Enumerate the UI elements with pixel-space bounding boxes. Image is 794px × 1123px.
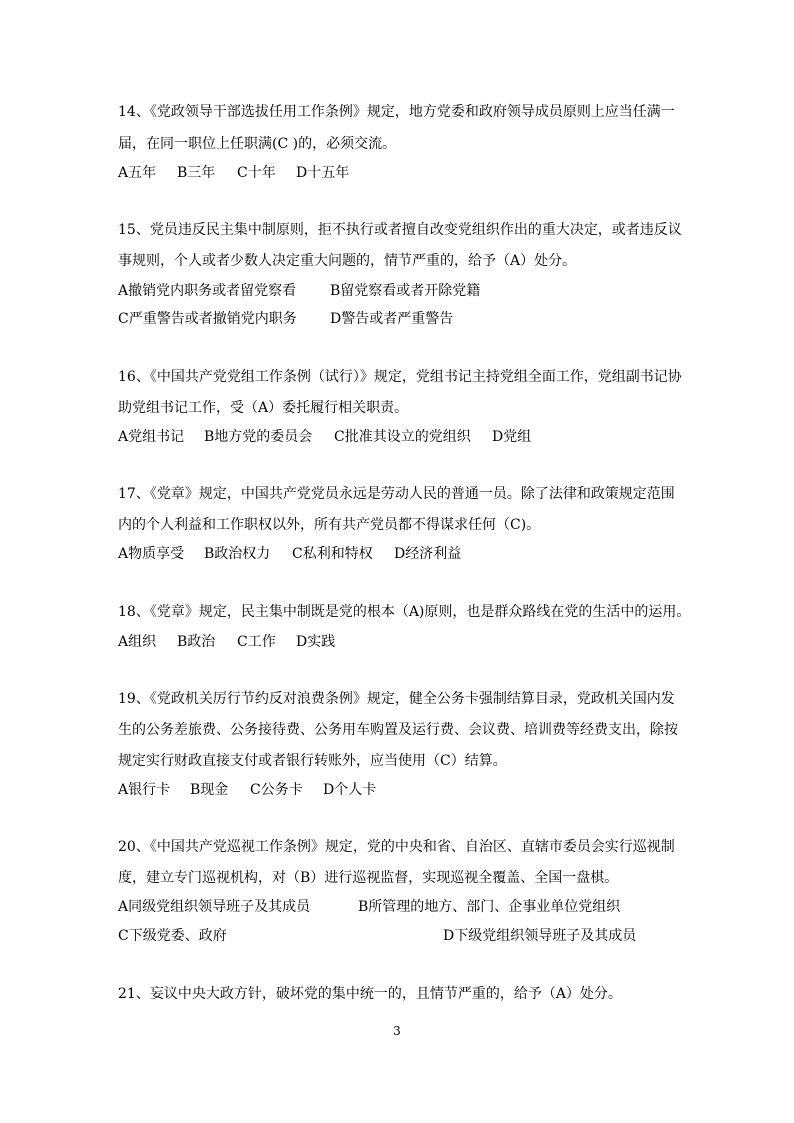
option-d: D经济利益 bbox=[394, 546, 462, 562]
question-19-line-2: 生的公务差旅费、公务接待费、公务用车购置及运行费、会议费、培训费等经费支出，除按 bbox=[118, 722, 678, 738]
question-20-line-1: 20、《中国共产党巡视工作条例》规定，党的中央和省、自治区、直辖市委员会实行巡视制 bbox=[118, 839, 675, 855]
question-20-line-2: 度，建立专门巡视机构，对（B）进行巡视监督，实现巡视全覆盖、全国一盘棋。 bbox=[118, 870, 619, 886]
question-21-line-1: 21、妄议中央大政方针，破坏党的集中统一的，且情节严重的，给予（A）处分。 bbox=[118, 986, 622, 1002]
option-a: A撤销党内职务或者留党察看 bbox=[118, 283, 297, 299]
option-c: C十年 bbox=[237, 165, 276, 181]
option-c: C下级党委、政府 bbox=[118, 928, 227, 944]
option-b: B政治权力 bbox=[204, 546, 271, 562]
question-14-line-1: 14、《党政领导干部选拔任用工作条例》规定，地方党委和政府领导成员原则上应当任满一 bbox=[118, 104, 675, 120]
option-d: D下级党组织领导班子及其成员 bbox=[443, 928, 637, 944]
option-a: A组织 bbox=[118, 634, 157, 650]
option-a: A同级党组织领导班子及其成员 bbox=[118, 899, 311, 915]
option-c: C私利和特权 bbox=[292, 546, 373, 562]
option-b: B现金 bbox=[190, 782, 229, 798]
option-d: D警告或者严重警告 bbox=[330, 311, 454, 327]
option-a: A党组书记 bbox=[118, 429, 185, 445]
question-14-line-2: 届，在同一职位上任职满(C )的，必须交流。 bbox=[118, 136, 397, 152]
option-d: D实践 bbox=[296, 634, 336, 650]
option-b: B留党察看或者开除党籍 bbox=[330, 283, 481, 299]
option-a: A银行卡 bbox=[118, 782, 171, 798]
question-17-line-2: 内的个人利益和工作职权以外，所有共产党员都不得谋求任何（C)。 bbox=[118, 517, 541, 533]
page-number: 3 bbox=[393, 1024, 401, 1038]
option-d: D个人卡 bbox=[323, 782, 377, 798]
option-a: A物质享受 bbox=[118, 546, 185, 562]
option-b: B三年 bbox=[177, 165, 216, 181]
question-19-line-3: 规定实行财政直接支付或者银行转账外，应当使用（C）结算。 bbox=[118, 753, 507, 769]
question-15-line-2: 事规则，个人或者少数人决定重大问题的，情节严重的，给予（A）处分。 bbox=[118, 253, 577, 269]
option-a: A五年 bbox=[118, 165, 157, 181]
question-17-line-1: 17、《党章》规定，中国共产党党员永远是劳动人民的普通一员。除了法律和政策规定范围 bbox=[118, 486, 675, 502]
question-19-line-1: 19、《党政机关厉行节约反对浪费条例》规定，健全公务卡强制结算目录，党政机关国内发 bbox=[118, 691, 675, 707]
question-15-line-1: 15、党员违反民主集中制原则，拒不执行或者擅自改变党组织作出的重大决定，或者违反议 bbox=[118, 222, 682, 238]
option-c: C严重警告或者撤销党内职务 bbox=[118, 311, 297, 327]
option-d: D十五年 bbox=[296, 165, 350, 181]
option-c: C批准其设立的党组织 bbox=[334, 429, 471, 445]
question-16-line-1: 16、《中国共产党党组工作条例（试行）》规定，党组书记主持党组全面工作，党组副书记协 bbox=[118, 369, 682, 385]
question-18-line-1: 18、《党章》规定，民主集中制既是党的根本（A)原则，也是群众路线在党的生活中的运用。 bbox=[118, 604, 691, 620]
option-b: B所管理的地方、部门、企事业单位党组织 bbox=[358, 899, 621, 915]
question-16-line-2: 助党组书记工作，受（A）委托履行相关职责。 bbox=[118, 400, 409, 416]
option-d: D党组 bbox=[492, 429, 532, 445]
option-c: C工作 bbox=[237, 634, 276, 650]
option-b: B地方党的委员会 bbox=[204, 429, 313, 445]
option-c: C公务卡 bbox=[250, 782, 303, 798]
option-b: B政治 bbox=[177, 634, 216, 650]
